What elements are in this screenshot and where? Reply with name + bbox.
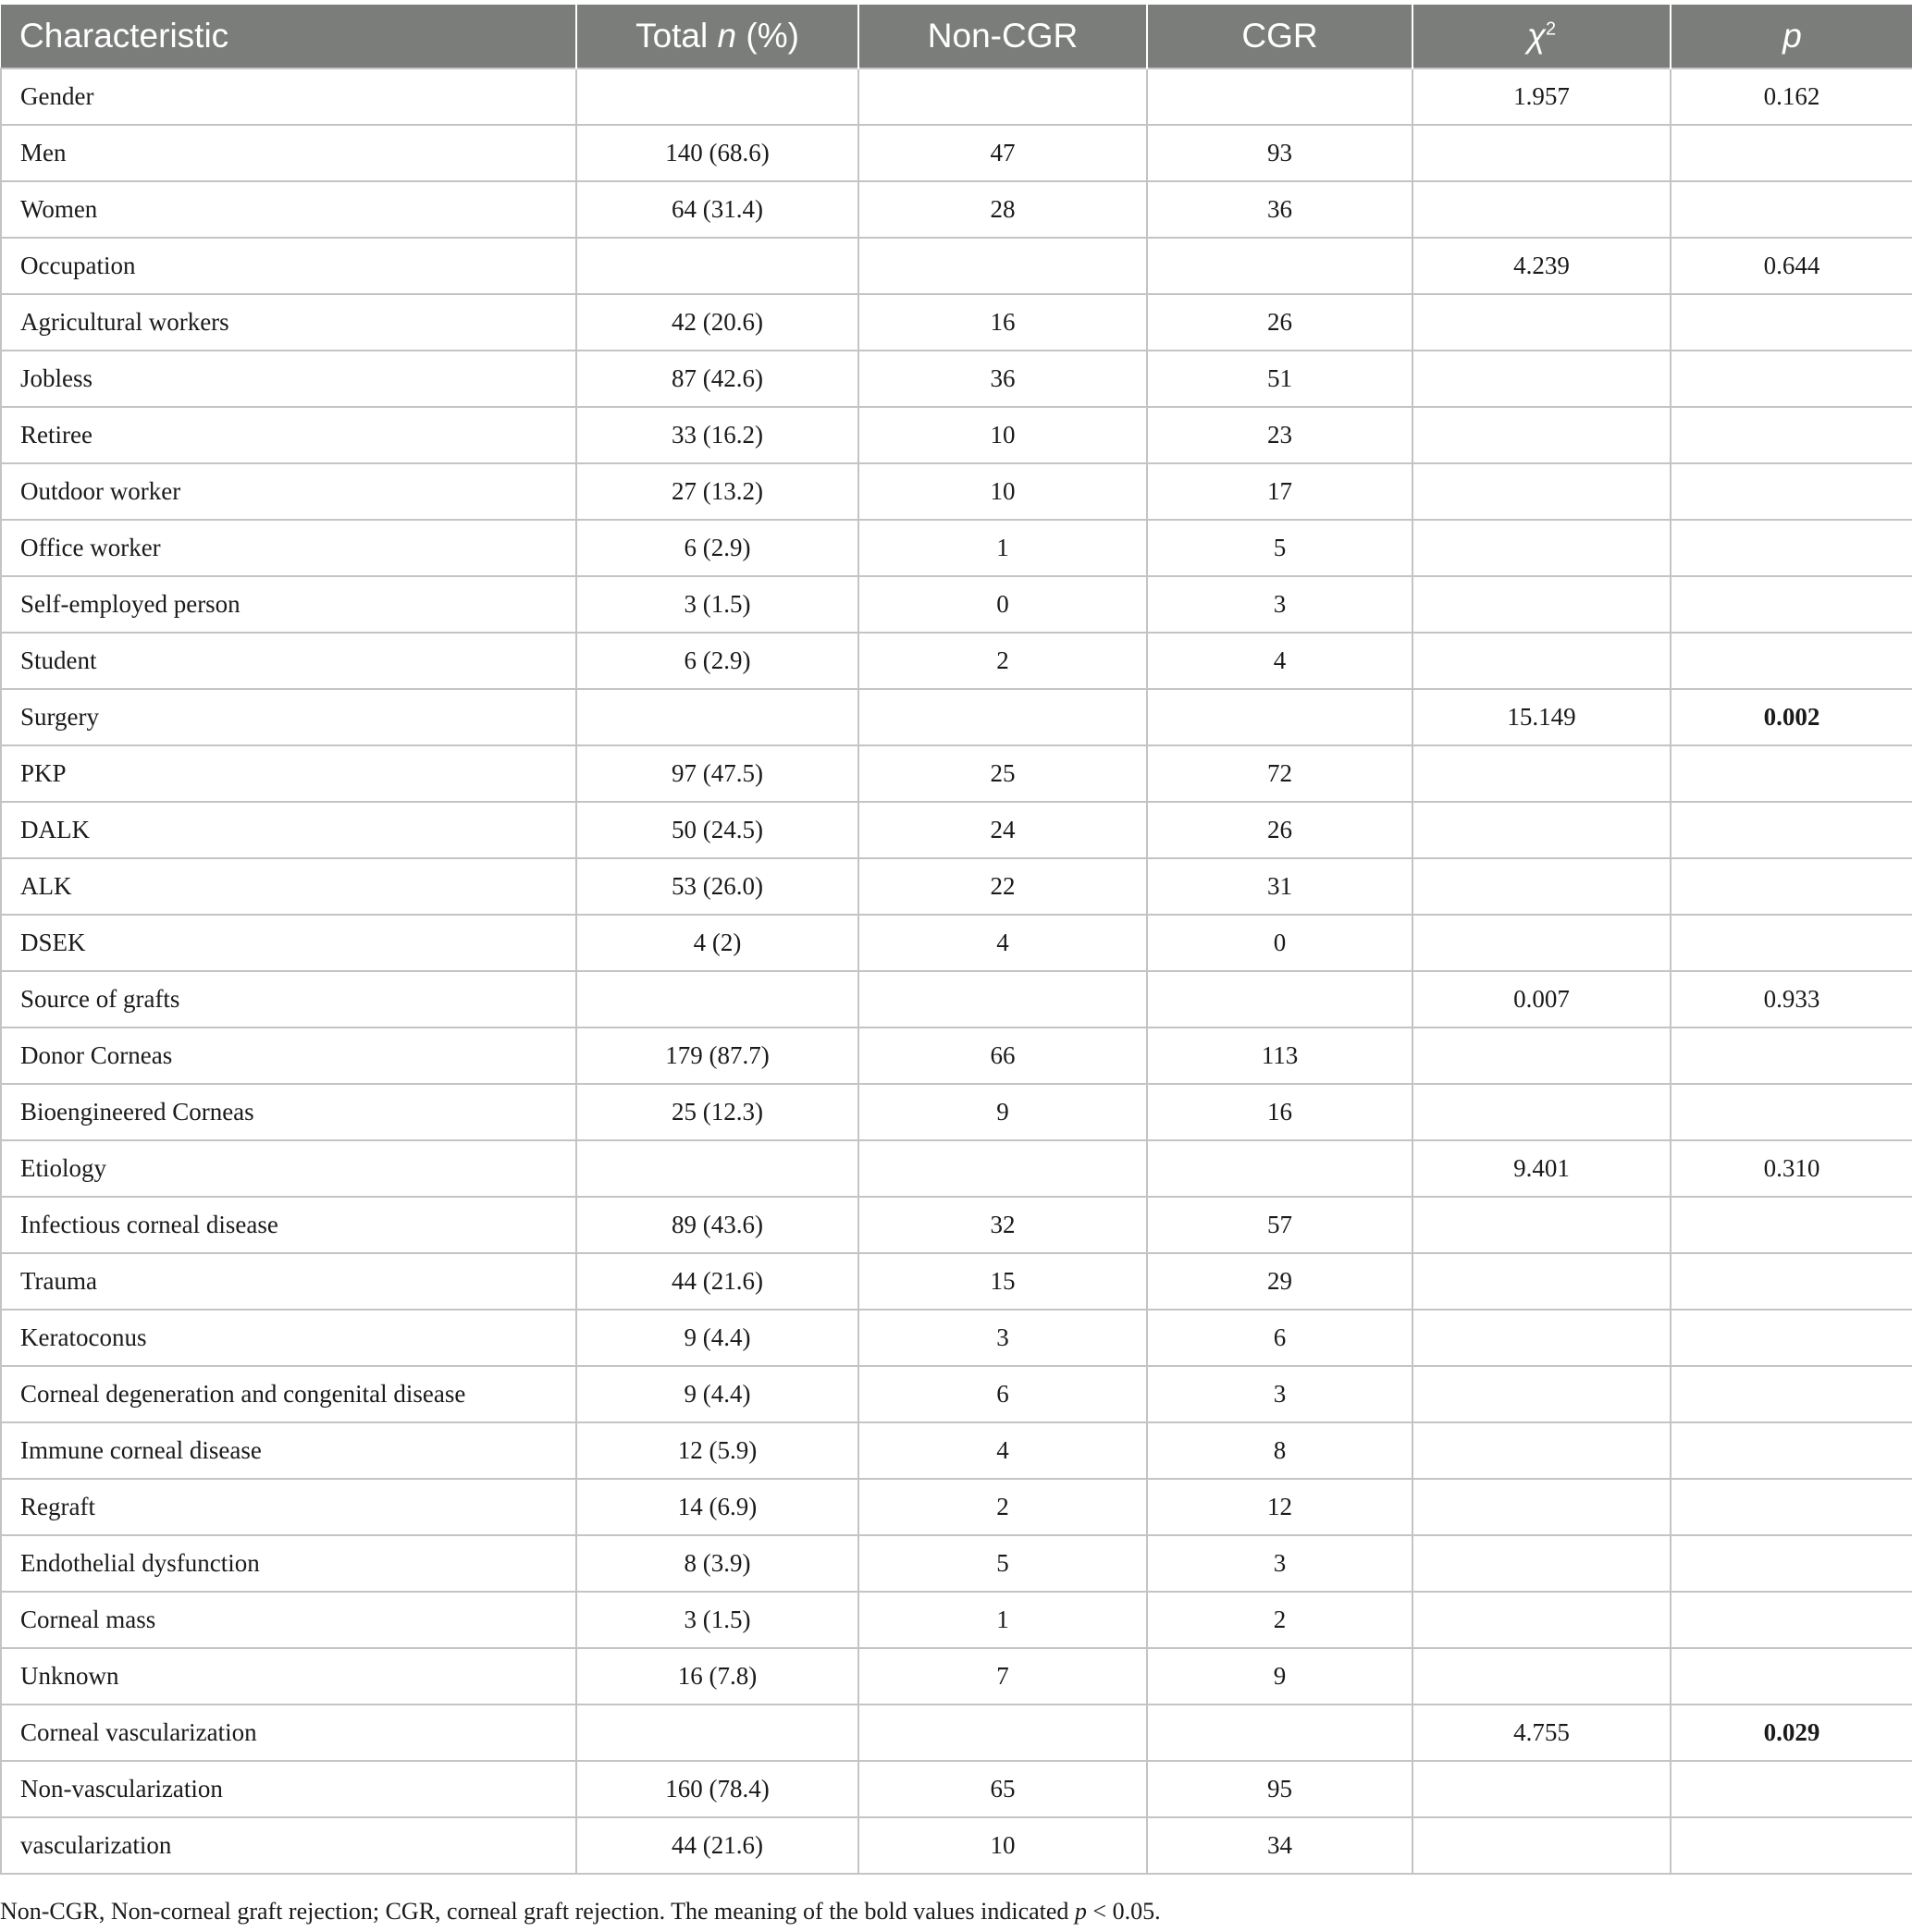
- table-row: [1, 407, 1912, 463]
- cell-p-value: [1671, 520, 1912, 576]
- cell-chi-square: [1412, 1084, 1671, 1140]
- cell-chi-square: [1412, 1197, 1671, 1253]
- cell-p-value: 0.310: [1671, 1140, 1912, 1197]
- cell-non-cgr: 32: [858, 1197, 1147, 1253]
- table-row: [1, 1253, 1912, 1310]
- table-row: [1, 1028, 1912, 1084]
- table-row: [1, 858, 1912, 915]
- cell-non-cgr: 6: [858, 1366, 1147, 1422]
- cell-cgr: 72: [1147, 745, 1412, 802]
- table-row: [1, 802, 1912, 858]
- cell-characteristic: Donor Corneas: [1, 1028, 576, 1084]
- cell-characteristic: Surgery: [1, 689, 576, 745]
- cell-cgr: 6: [1147, 1310, 1412, 1366]
- cell-non-cgr: 9: [858, 1084, 1147, 1140]
- table-row: [1, 1084, 1912, 1140]
- cell-non-cgr: [858, 689, 1147, 745]
- table-row: [1, 1592, 1912, 1648]
- cell-p-value: 0.029: [1671, 1704, 1912, 1761]
- cell-p-value: [1671, 745, 1912, 802]
- cell-non-cgr: 1: [858, 520, 1147, 576]
- cell-non-cgr: 22: [858, 858, 1147, 915]
- cell-total: 16 (7.8): [576, 1648, 858, 1704]
- cell-p-value: 0.002: [1671, 689, 1912, 745]
- cell-characteristic: Gender: [1, 68, 576, 125]
- cell-characteristic: ALK: [1, 858, 576, 915]
- cell-cgr: 34: [1147, 1817, 1412, 1874]
- table-header: [1, 5, 1912, 68]
- cell-chi-square: [1412, 125, 1671, 181]
- cell-total: [576, 68, 858, 125]
- cell-cgr: [1147, 238, 1412, 294]
- cell-non-cgr: 10: [858, 463, 1147, 520]
- cell-total: [576, 238, 858, 294]
- cell-characteristic: Trauma: [1, 1253, 576, 1310]
- table-row: [1, 1704, 1912, 1761]
- cell-characteristic: DSEK: [1, 915, 576, 971]
- cell-non-cgr: 25: [858, 745, 1147, 802]
- cell-chi-square: [1412, 520, 1671, 576]
- cell-total: 64 (31.4): [576, 181, 858, 238]
- cell-non-cgr: 10: [858, 1817, 1147, 1874]
- table-row: [1, 294, 1912, 351]
- cell-chi-square: [1412, 1648, 1671, 1704]
- cell-chi-square: 1.957: [1412, 68, 1671, 125]
- cell-non-cgr: [858, 68, 1147, 125]
- cell-cgr: 36: [1147, 181, 1412, 238]
- cell-cgr: [1147, 1140, 1412, 1197]
- table-row: [1, 576, 1912, 633]
- cell-non-cgr: 15: [858, 1253, 1147, 1310]
- cell-total: 87 (42.6): [576, 351, 858, 407]
- cell-p-value: [1671, 1479, 1912, 1535]
- cell-chi-square: [1412, 351, 1671, 407]
- cell-total: 4 (2): [576, 915, 858, 971]
- cell-non-cgr: 16: [858, 294, 1147, 351]
- cell-non-cgr: [858, 971, 1147, 1028]
- cell-p-value: [1671, 576, 1912, 633]
- cell-p-value: [1671, 1592, 1912, 1648]
- cell-p-value: [1671, 1535, 1912, 1592]
- cell-chi-square: [1412, 1028, 1671, 1084]
- table-row: [1, 1817, 1912, 1874]
- cell-non-cgr: [858, 238, 1147, 294]
- cell-characteristic: Corneal degeneration and congenital disease: [1, 1366, 576, 1422]
- cell-characteristic: Jobless: [1, 351, 576, 407]
- cell-total: 179 (87.7): [576, 1028, 858, 1084]
- cell-cgr: 12: [1147, 1479, 1412, 1535]
- cell-p-value: [1671, 125, 1912, 181]
- cell-total: 8 (3.9): [576, 1535, 858, 1592]
- cell-chi-square: [1412, 576, 1671, 633]
- cell-non-cgr: 4: [858, 1422, 1147, 1479]
- table-row: [1, 633, 1912, 689]
- cell-total: 33 (16.2): [576, 407, 858, 463]
- cell-cgr: [1147, 971, 1412, 1028]
- cell-cgr: 51: [1147, 351, 1412, 407]
- cell-p-value: [1671, 858, 1912, 915]
- table-row: [1, 1366, 1912, 1422]
- cell-chi-square: 4.239: [1412, 238, 1671, 294]
- cell-non-cgr: 2: [858, 1479, 1147, 1535]
- cell-p-value: [1671, 294, 1912, 351]
- cell-chi-square: [1412, 407, 1671, 463]
- cell-chi-square: 4.755: [1412, 1704, 1671, 1761]
- cell-p-value: [1671, 1422, 1912, 1479]
- cell-characteristic: Agricultural workers: [1, 294, 576, 351]
- table-row: [1, 1310, 1912, 1366]
- table-row: [1, 1761, 1912, 1817]
- table-row: [1, 351, 1912, 407]
- cell-chi-square: [1412, 802, 1671, 858]
- table-row: [1, 1648, 1912, 1704]
- cell-characteristic: DALK: [1, 802, 576, 858]
- cell-characteristic: Corneal mass: [1, 1592, 576, 1648]
- cell-characteristic: Infectious corneal disease: [1, 1197, 576, 1253]
- cell-total: 3 (1.5): [576, 1592, 858, 1648]
- cell-cgr: 26: [1147, 802, 1412, 858]
- cell-characteristic: Etiology: [1, 1140, 576, 1197]
- cell-p-value: 0.933: [1671, 971, 1912, 1028]
- table-row: [1, 689, 1912, 745]
- header-chi-square: $\chi^2$: [1412, 5, 1671, 68]
- cell-total: [576, 689, 858, 745]
- cell-characteristic: Regraft: [1, 1479, 576, 1535]
- cell-characteristic: Occupation: [1, 238, 576, 294]
- cell-non-cgr: 5: [858, 1535, 1147, 1592]
- table-body: [1, 68, 1912, 1874]
- cell-chi-square: [1412, 915, 1671, 971]
- cell-p-value: [1671, 802, 1912, 858]
- cell-characteristic: Endothelial dysfunction: [1, 1535, 576, 1592]
- cell-p-value: 0.162: [1671, 68, 1912, 125]
- cell-cgr: 95: [1147, 1761, 1412, 1817]
- cell-non-cgr: 0: [858, 576, 1147, 633]
- cell-chi-square: [1412, 1592, 1671, 1648]
- header-non-cgr: Non-CGR: [858, 5, 1147, 68]
- cell-chi-square: [1412, 745, 1671, 802]
- table-row: [1, 971, 1912, 1028]
- cell-characteristic: Self-employed person: [1, 576, 576, 633]
- cell-non-cgr: 7: [858, 1648, 1147, 1704]
- cell-cgr: 3: [1147, 576, 1412, 633]
- cell-p-value: [1671, 351, 1912, 407]
- cell-cgr: 26: [1147, 294, 1412, 351]
- cell-total: 9 (4.4): [576, 1310, 858, 1366]
- table-row: [1, 125, 1912, 181]
- data-table: [0, 5, 1912, 1875]
- cell-non-cgr: [858, 1704, 1147, 1761]
- cell-cgr: 23: [1147, 407, 1412, 463]
- cell-total: [576, 971, 858, 1028]
- table-row: [1, 745, 1912, 802]
- cell-p-value: [1671, 1028, 1912, 1084]
- cell-chi-square: [1412, 181, 1671, 238]
- cell-chi-square: [1412, 1422, 1671, 1479]
- cell-characteristic: Retiree: [1, 407, 576, 463]
- cell-chi-square: [1412, 463, 1671, 520]
- cell-total: 97 (47.5): [576, 745, 858, 802]
- cell-chi-square: [1412, 1366, 1671, 1422]
- cell-characteristic: vascularization: [1, 1817, 576, 1874]
- cell-chi-square: 15.149: [1412, 689, 1671, 745]
- table-row: [1, 68, 1912, 125]
- header-characteristic: Characteristic: [1, 5, 576, 68]
- cell-p-value: [1671, 1648, 1912, 1704]
- cell-cgr: 5: [1147, 520, 1412, 576]
- cell-total: 27 (13.2): [576, 463, 858, 520]
- cell-total: 44 (21.6): [576, 1817, 858, 1874]
- table-row: [1, 463, 1912, 520]
- cell-cgr: 3: [1147, 1366, 1412, 1422]
- cell-cgr: 29: [1147, 1253, 1412, 1310]
- cell-total: 53 (26.0): [576, 858, 858, 915]
- cell-p-value: [1671, 407, 1912, 463]
- cell-cgr: 4: [1147, 633, 1412, 689]
- cell-non-cgr: 65: [858, 1761, 1147, 1817]
- header-cgr: CGR: [1147, 5, 1412, 68]
- cell-total: 3 (1.5): [576, 576, 858, 633]
- cell-total: 42 (20.6): [576, 294, 858, 351]
- cell-cgr: 57: [1147, 1197, 1412, 1253]
- cell-non-cgr: 1: [858, 1592, 1147, 1648]
- cell-total: [576, 1704, 858, 1761]
- cell-total: 25 (12.3): [576, 1084, 858, 1140]
- cell-p-value: [1671, 1084, 1912, 1140]
- cell-total: 14 (6.9): [576, 1479, 858, 1535]
- cell-cgr: [1147, 1704, 1412, 1761]
- cell-total: 140 (68.6): [576, 125, 858, 181]
- table-row: [1, 520, 1912, 576]
- cell-non-cgr: 28: [858, 181, 1147, 238]
- cell-non-cgr: 2: [858, 633, 1147, 689]
- cell-characteristic: Men: [1, 125, 576, 181]
- header-p-value: p: [1671, 5, 1912, 68]
- table-row: [1, 1479, 1912, 1535]
- table-row: [1, 1140, 1912, 1197]
- cell-chi-square: 0.007: [1412, 971, 1671, 1028]
- cell-p-value: [1671, 1761, 1912, 1817]
- cell-non-cgr: 24: [858, 802, 1147, 858]
- cell-chi-square: [1412, 1310, 1671, 1366]
- cell-non-cgr: 66: [858, 1028, 1147, 1084]
- cell-characteristic: Unknown: [1, 1648, 576, 1704]
- header-total: Total n (%): [576, 5, 858, 68]
- cell-characteristic: Student: [1, 633, 576, 689]
- cell-p-value: [1671, 1197, 1912, 1253]
- cell-chi-square: [1412, 1479, 1671, 1535]
- cell-total: 12 (5.9): [576, 1422, 858, 1479]
- cell-non-cgr: [858, 1140, 1147, 1197]
- cell-total: 50 (24.5): [576, 802, 858, 858]
- cell-chi-square: [1412, 294, 1671, 351]
- table-row: [1, 915, 1912, 971]
- table-row: [1, 1197, 1912, 1253]
- cell-characteristic: Non-vascularization: [1, 1761, 576, 1817]
- cell-total: 44 (21.6): [576, 1253, 858, 1310]
- cell-non-cgr: 36: [858, 351, 1147, 407]
- cell-p-value: [1671, 915, 1912, 971]
- cell-cgr: 113: [1147, 1028, 1412, 1084]
- cell-chi-square: 9.401: [1412, 1140, 1671, 1197]
- cell-total: 89 (43.6): [576, 1197, 858, 1253]
- cell-chi-square: [1412, 1817, 1671, 1874]
- cell-cgr: [1147, 68, 1412, 125]
- cell-characteristic: Office worker: [1, 520, 576, 576]
- cell-cgr: 0: [1147, 915, 1412, 971]
- cell-p-value: [1671, 1253, 1912, 1310]
- cell-p-value: 0.644: [1671, 238, 1912, 294]
- table-row: [1, 1535, 1912, 1592]
- cell-non-cgr: 4: [858, 915, 1147, 971]
- cell-total: 6 (2.9): [576, 633, 858, 689]
- header-row: [1, 5, 1912, 68]
- cell-characteristic: Bioengineered Corneas: [1, 1084, 576, 1140]
- cell-cgr: [1147, 689, 1412, 745]
- cell-cgr: 93: [1147, 125, 1412, 181]
- cell-cgr: 17: [1147, 463, 1412, 520]
- cell-cgr: 16: [1147, 1084, 1412, 1140]
- cell-chi-square: [1412, 1761, 1671, 1817]
- cell-cgr: 2: [1147, 1592, 1412, 1648]
- cell-total: 6 (2.9): [576, 520, 858, 576]
- cell-total: 160 (78.4): [576, 1761, 858, 1817]
- cell-chi-square: [1412, 1253, 1671, 1310]
- cell-p-value: [1671, 1310, 1912, 1366]
- cell-chi-square: [1412, 1535, 1671, 1592]
- cell-non-cgr: 47: [858, 125, 1147, 181]
- cell-p-value: [1671, 1366, 1912, 1422]
- table-footnote: Non-CGR, Non-corneal graft rejection; CGR, corneal graft rejection. The meaning of the bold values indicated p < 0.05.: [0, 1898, 1161, 1925]
- cell-characteristic: Outdoor worker: [1, 463, 576, 520]
- cell-p-value: [1671, 463, 1912, 520]
- cell-cgr: 8: [1147, 1422, 1412, 1479]
- cell-total: [576, 1140, 858, 1197]
- cell-p-value: [1671, 633, 1912, 689]
- table-row: [1, 238, 1912, 294]
- cell-non-cgr: 10: [858, 407, 1147, 463]
- table-row: [1, 1422, 1912, 1479]
- cell-cgr: 3: [1147, 1535, 1412, 1592]
- cell-characteristic: Women: [1, 181, 576, 238]
- cell-cgr: 31: [1147, 858, 1412, 915]
- cell-characteristic: Immune corneal disease: [1, 1422, 576, 1479]
- cell-characteristic: PKP: [1, 745, 576, 802]
- cell-characteristic: Source of grafts: [1, 971, 576, 1028]
- cell-total: 9 (4.4): [576, 1366, 858, 1422]
- cell-characteristic: Corneal vascularization: [1, 1704, 576, 1761]
- cell-non-cgr: 3: [858, 1310, 1147, 1366]
- cell-characteristic: Keratoconus: [1, 1310, 576, 1366]
- cell-p-value: [1671, 181, 1912, 238]
- cell-chi-square: [1412, 633, 1671, 689]
- cell-cgr: 9: [1147, 1648, 1412, 1704]
- cell-p-value: [1671, 1817, 1912, 1874]
- table-row: [1, 181, 1912, 238]
- cell-chi-square: [1412, 858, 1671, 915]
